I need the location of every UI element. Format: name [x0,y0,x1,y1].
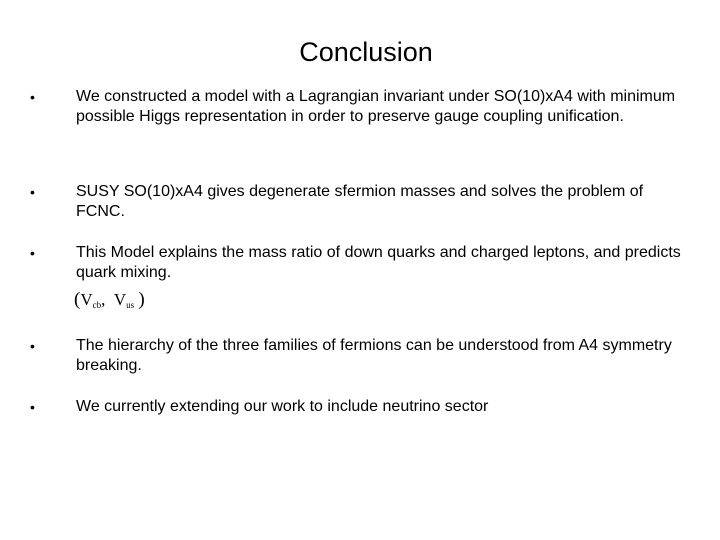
bullet-text: The hierarchy of the three families of fermions can be understood from A4 symmetry breaking. [76,337,672,374]
slide-title: Conclusion [299,37,433,67]
bullet-icon: • [30,89,35,105]
bullet-icon: • [30,399,35,415]
bullet-text: This Model explains the mass ratio of down quarks and charged leptons, and predicts quark mixing. [76,244,681,281]
ckm-elements-formula [74,290,145,315]
separator: , [101,290,106,309]
bullet-icon: • [30,338,35,354]
open-paren: ( [74,289,81,310]
close-paren: ) [138,289,145,310]
v-us: V [113,290,127,309]
v-cb-subscript: cb [92,300,102,310]
bullet-icon: • [30,184,35,200]
bullet-text: We constructed a model with a Lagrangian invariant under SO(10)xA4 with minimum possible Higgs representation in order to preserve gauge coupling unification. [76,88,676,125]
bullet-icon: • [30,245,35,261]
bullet-text: We currently extending our work to include neutrino sector [76,398,489,415]
v-us-subscript: us [126,300,135,310]
v-cb: V [80,290,93,309]
bullet-text: SUSY SO(10)xA4 gives degenerate sfermion masses and solves the problem of FCNC. [76,183,644,220]
